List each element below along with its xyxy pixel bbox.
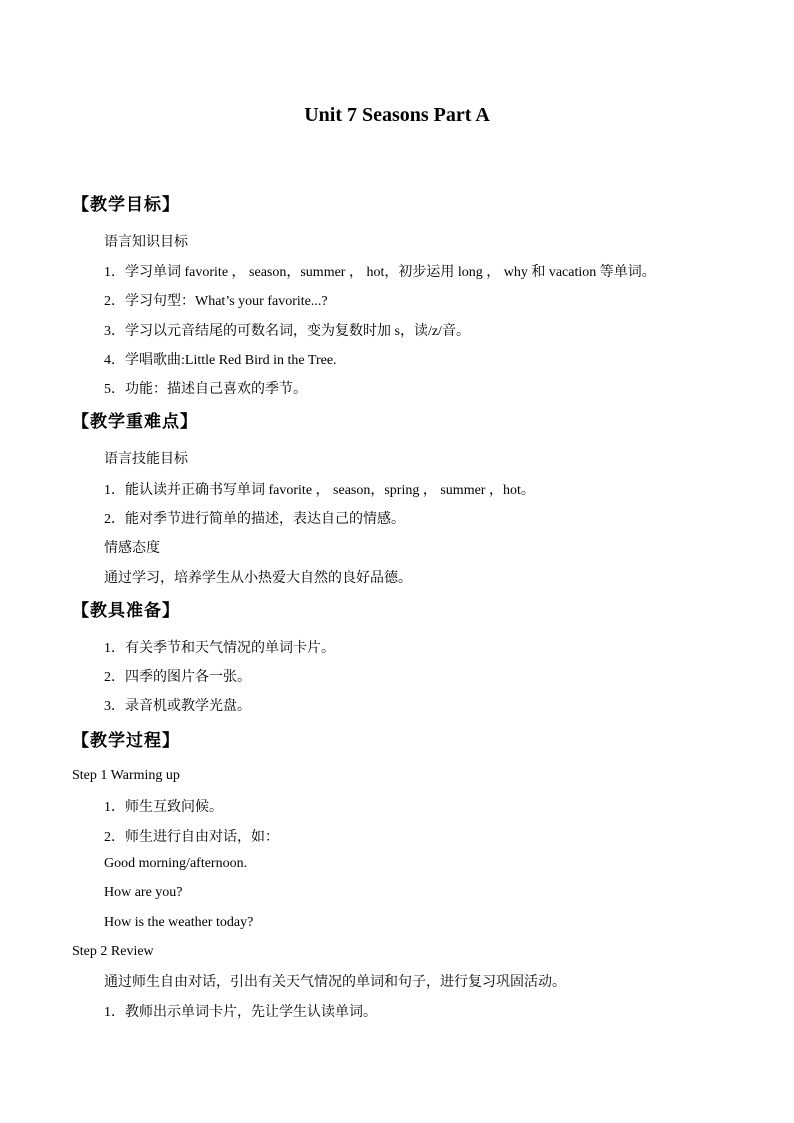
step-label: Step 2 Review bbox=[72, 944, 154, 959]
key-point-item: 1．能认读并正确书写单词 favorite ， season，spring ， summer ，hot。 bbox=[104, 483, 535, 498]
objective-item: 3．学习以元音结尾的可数名词，变为复数时加 s，读/z/音。 bbox=[104, 324, 470, 339]
dialogue-line: How is the weather today? bbox=[104, 915, 254, 930]
step-text: 通过师生自由对话，引出有关天气情况的单词和句子，进行复习巩固活动。 bbox=[104, 975, 566, 990]
section-heading-process: 【教学过程】 bbox=[72, 731, 180, 751]
objective-item: 4．学唱歌曲:Little Red Bird in the Tree. bbox=[104, 353, 337, 368]
dialogue-line: Good morning/afternoon. bbox=[104, 856, 248, 871]
material-item: 2．四季的图片各一张。 bbox=[104, 670, 251, 685]
subheading-knowledge-goals: 语言知识目标 bbox=[104, 235, 188, 250]
step-item: 1．教师出示单词卡片，先让学生认读单词。 bbox=[104, 1005, 377, 1020]
objective-item: 5．功能：描述自己喜欢的季节。 bbox=[104, 382, 307, 397]
step-item: 1．师生互致问候。 bbox=[104, 800, 223, 815]
subheading-skill-goals: 语言技能目标 bbox=[104, 452, 188, 467]
material-item: 1．有关季节和天气情况的单词卡片。 bbox=[104, 641, 335, 656]
material-item: 3．录音机或教学光盘。 bbox=[104, 699, 251, 714]
objective-item: 1．学习单词 favorite ， season，summer ， hot，初步运用 long ， why 和 vacation 等单词。 bbox=[104, 265, 656, 280]
page-title: Unit 7 Seasons Part A bbox=[304, 104, 490, 126]
dialogue-line: How are you? bbox=[104, 885, 183, 900]
section-heading-key-points: 【教学重难点】 bbox=[72, 412, 198, 432]
key-point-item: 2．能对季节进行简单的描述，表达自己的情感。 bbox=[104, 512, 405, 527]
step-item: 2．师生进行自由对话，如： bbox=[104, 830, 279, 845]
section-heading-materials: 【教具准备】 bbox=[72, 601, 180, 621]
step-label: Step 1 Warming up bbox=[72, 768, 180, 783]
section-heading-objectives: 【教学目标】 bbox=[72, 195, 180, 215]
attitude-text: 通过学习，培养学生从小热爱大自然的良好品德。 bbox=[104, 571, 412, 586]
subheading-attitude: 情感态度 bbox=[104, 541, 160, 556]
objective-item: 2．学习句型：What’s your favorite...? bbox=[104, 294, 328, 309]
